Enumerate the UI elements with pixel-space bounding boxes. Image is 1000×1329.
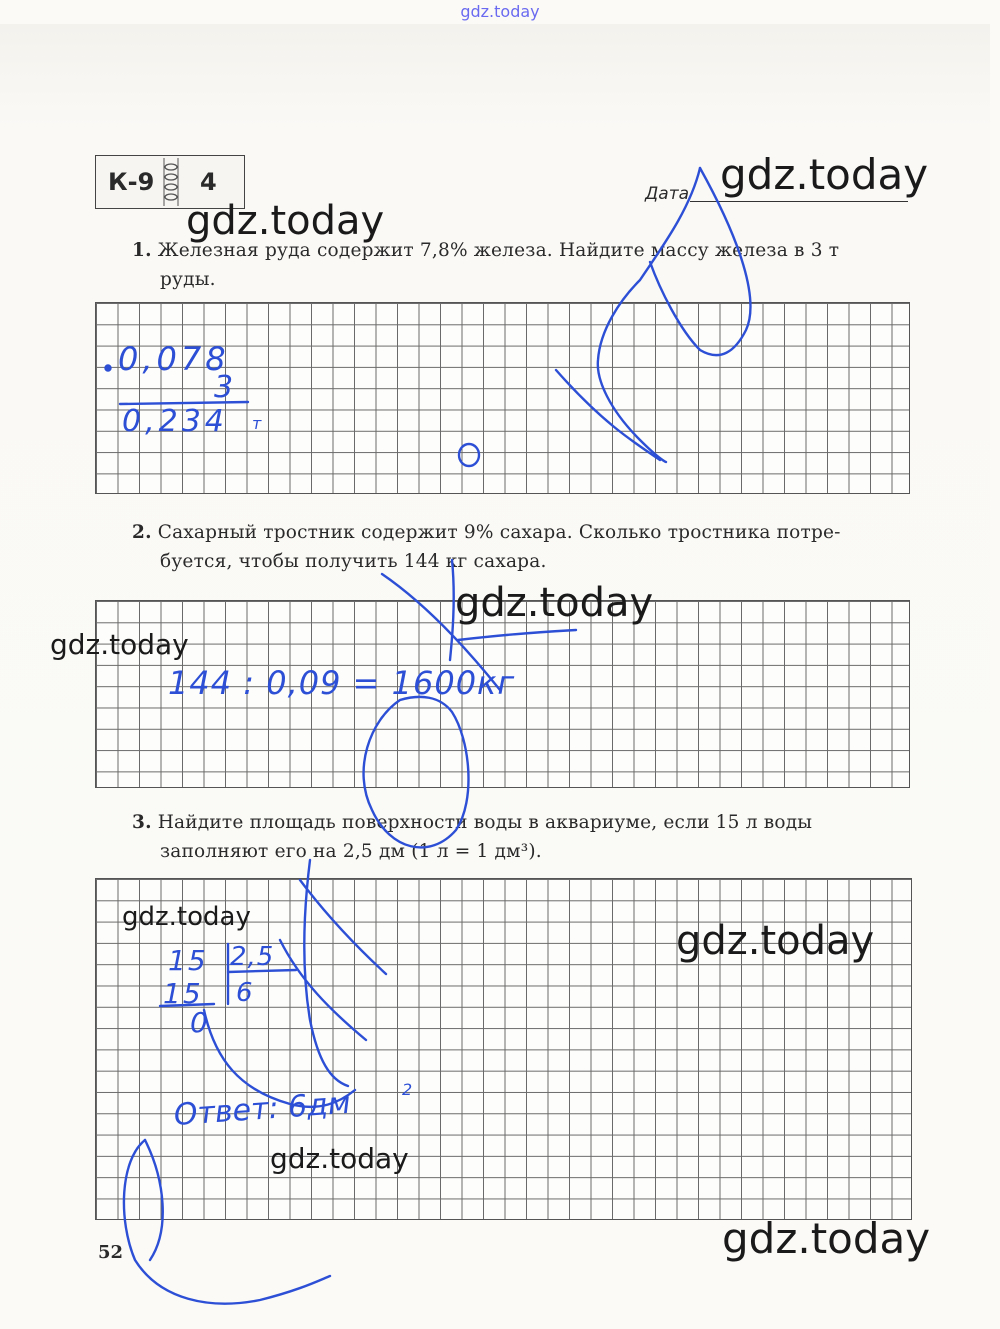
task-text: Найдите площадь поверхности воды в аквариуме, если 15 л воды — [157, 812, 813, 833]
task-number: 3. — [132, 812, 152, 833]
top-watermark: gdz.today — [460, 2, 540, 21]
watermark: gdz.today — [122, 902, 251, 932]
watermark: gdz.today — [455, 580, 654, 626]
task-text: Железная руда содержит 7,8% железа. Найдите массу железа в 3 т — [157, 240, 840, 261]
variant-code: К-9 — [108, 168, 155, 196]
variant-number: 4 — [200, 168, 217, 196]
hw-task3-divisor: 2,5 — [230, 942, 275, 972]
task-text-cont: руды. — [160, 269, 216, 290]
task-text-cont: заполняют его на 2,5 дм (1 л = 1 дм³). — [160, 841, 542, 862]
hw-task1-multiplicand: 0,078 — [118, 340, 230, 378]
hw-task3-quotient: 6 — [236, 978, 253, 1008]
watermark: gdz.today — [50, 628, 189, 661]
watermark: gdz.today — [186, 198, 385, 244]
hw-task1-multiplier: 3 — [214, 370, 234, 405]
watermark: gdz.today — [270, 1142, 409, 1175]
hw-task3-dividend: 15 — [168, 944, 208, 977]
task-number: 2. — [132, 522, 152, 543]
watermark: gdz.today — [720, 150, 929, 199]
hw-task3-remainder: 0 — [190, 1006, 208, 1039]
hw-task1-unit: т — [252, 414, 262, 433]
date-label: Дата — [645, 184, 690, 204]
task-text-cont: буется, чтобы получить 144 кг сахара. — [160, 551, 547, 572]
watermark: gdz.today — [676, 918, 875, 964]
task-number: 1. — [132, 240, 152, 261]
hw-task3-subtrahend: 15 — [163, 977, 203, 1010]
task-text: Сахарный тростник содержит 9% сахара. Сколько тростника потре- — [157, 522, 841, 543]
hw-task3-answer-sup: 2 — [402, 1080, 413, 1099]
watermark: gdz.today — [722, 1214, 931, 1263]
hw-task3-answer: Ответ: 6дм — [172, 1085, 352, 1133]
hw-task1-product: 0,234 — [122, 404, 228, 439]
hw-task2-solution: 144 : 0,09 = 1600кг — [168, 664, 516, 702]
page-number: 52 — [98, 1242, 124, 1263]
